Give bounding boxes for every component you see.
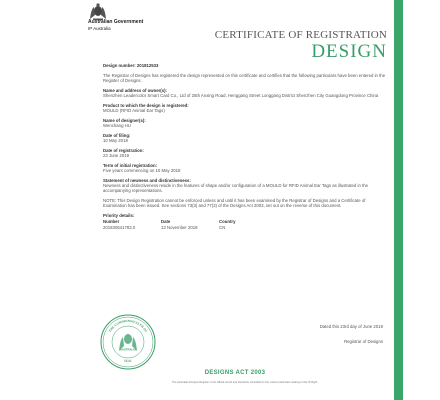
design-number-block: [103, 63, 388, 68]
government-name: Australian Government: [88, 19, 144, 25]
registration-block: [103, 148, 388, 159]
registration-value: 23 June 2019: [103, 153, 130, 158]
priority-date: 13 November 2018: [161, 224, 198, 230]
product-value: MOULD (RFID Animal Ear Tags): [103, 108, 165, 113]
seal-top-text: THE COMMONWEALTH OF: [107, 318, 149, 333]
term-label: Term of initial registration:: [103, 162, 158, 168]
filing-label: Date of filing:: [103, 132, 131, 138]
newness-label: Statement of newness and distinctiveness:: [103, 177, 191, 183]
owner-value: Shenzhen Leadercolor Smart Card Co., Ltd of 25th Anxing Road, Henggang Street Longgang District Shenzhen City Guangdong Province China: [103, 93, 379, 98]
priority-label: Priority details:: [103, 213, 135, 218]
designer-block: [103, 118, 388, 129]
priority-number: 201830641783.0: [103, 224, 136, 230]
owner-label: Name and address of owner(s):: [103, 87, 167, 93]
green-side-bar: [394, 0, 403, 400]
certificate-title: CERTIFICATE OF REGISTRATION: [214, 29, 387, 41]
intro-text: The Registrar of Designs has registered the design represented on this certificate and certifies that the following particulars have been entered in the Register of Designs.: [103, 72, 386, 83]
seal-bottom-text: SEAL: [123, 358, 133, 364]
svg-text:SEAL: [124, 359, 133, 363]
designer-label: Name of designer(s):: [103, 117, 146, 123]
term-block: [103, 163, 388, 174]
certificate-type: DESIGN: [311, 41, 387, 62]
newness-block: [103, 178, 388, 194]
agency-name: IP Australia: [88, 25, 111, 31]
designs-act-title: DESIGNS ACT 2003: [204, 370, 266, 376]
table-row: [103, 225, 235, 230]
designer-value: Wenchang HU: [103, 123, 131, 128]
priority-header-number: Number: [103, 219, 120, 225]
product-label: Product to which the design is registered:: [103, 102, 189, 108]
note-text: NOTE: This Design Registration cannot be enforced unless and until it has been examined by the Registrar of Designs and a Certificate of Examination has been issued. See sections 73(3) and 77(3) of the Designs Act 2003, set out on the reverse of this document.: [103, 198, 366, 209]
registrar-line: Registrar of Designs: [344, 339, 383, 344]
certificate-body: [103, 63, 388, 234]
dated-line: Dated this 23rd day of June 2019: [319, 324, 383, 329]
design-number-label: Design number:: [103, 63, 136, 68]
design-number-value: 201812533: [136, 63, 159, 68]
newness-value: Newness and distinctiveness reside in the features of shape and/or configuration of a MOULD for RFID Animal Ear Tags as illustrated in the accompanying representations.: [103, 183, 369, 194]
registration-label: Date of registration:: [103, 147, 144, 153]
seal-center-text: AUSTRALIA: [119, 347, 137, 352]
government-heading: [88, 20, 143, 31]
priority-block: [103, 213, 388, 230]
priority-header-date: Date: [161, 219, 171, 225]
product-block: [103, 103, 388, 114]
priority-table: [103, 219, 235, 230]
term-value: Five years commencing on 10 May 2018: [103, 168, 181, 173]
priority-header-country: Country: [219, 219, 236, 225]
owner-block: [103, 88, 388, 99]
filing-value: 10 May 2018: [103, 138, 128, 143]
priority-country: CN: [219, 224, 226, 230]
filing-block: [103, 133, 388, 144]
footer-note: The Australian Designs Register is the official record and should be consulted for the current particulars relating to this IP Right.: [172, 381, 318, 384]
commonwealth-seal-icon: [99, 313, 157, 371]
